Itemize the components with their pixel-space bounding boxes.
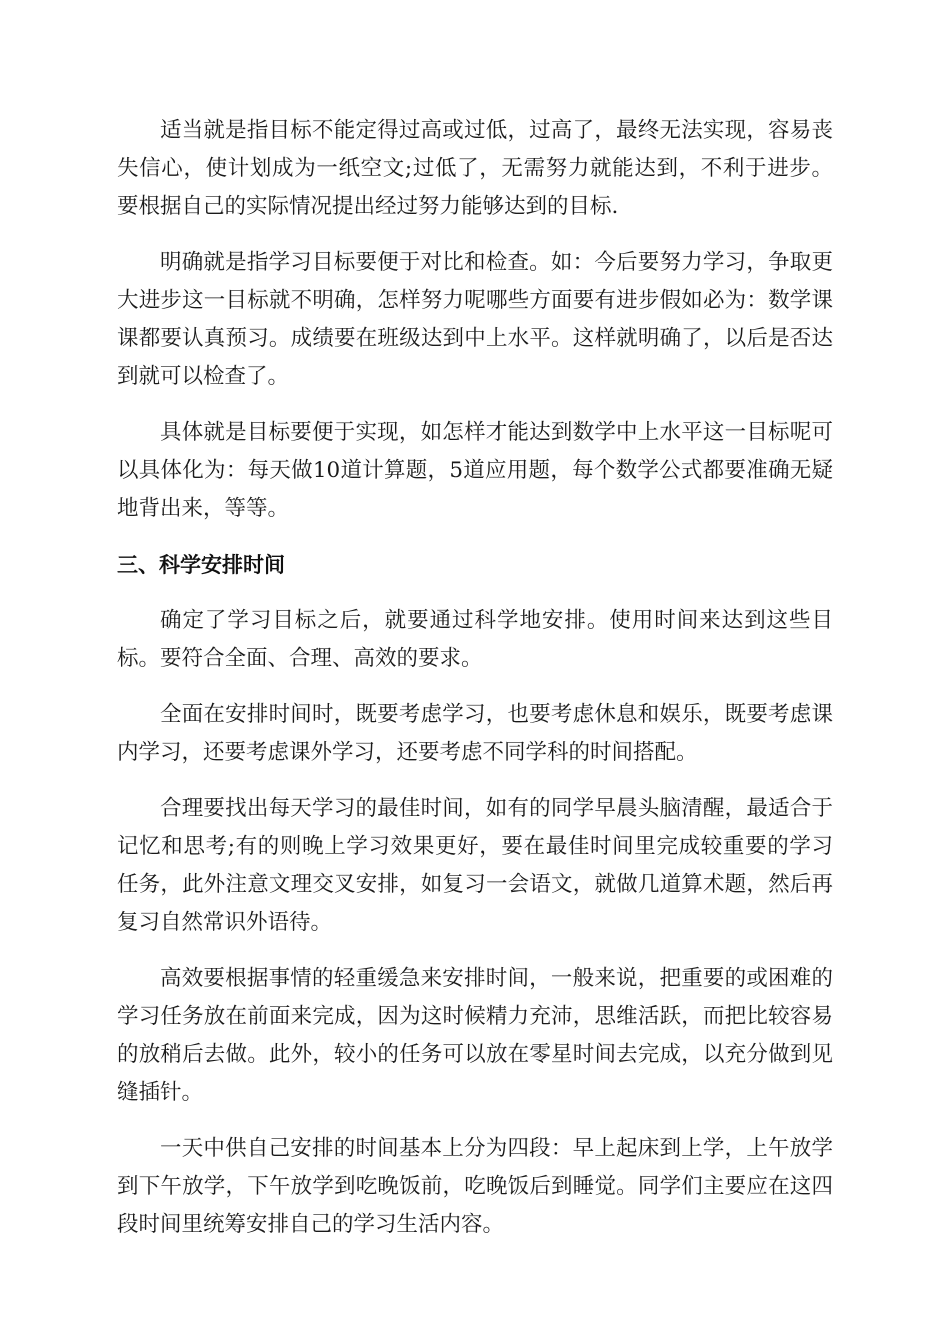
- paragraph-appropriate-goals: 适当就是指目标不能定得过高或过低，过高了，最终无法实现，容易丧失信心，使计划成为一纸空文;过低了，无需努力就能达到，不利于进步。要根据自己的实际情况提出经过努力能够达到的目标.: [117, 118, 833, 219]
- paragraph-four-periods: 一天中供自己安排的时间基本上分为四段：早上起床到上学，上午放学到下午放学，下午放学到吃晚饭前，吃晚饭后到睡觉。同学们主要应在这四段时间里统筹安排自己的学习生活内容。: [117, 1136, 833, 1237]
- section-heading-time-planning: 三、科学安排时间: [117, 553, 285, 577]
- paragraph-comprehensive: 全面在安排时间时，既要考虑学习，也要考虑休息和娱乐，既要考虑课内学习，还要考虑课外学习，还要考虑不同学科的时间搭配。: [117, 702, 833, 765]
- paragraph-specific-goals: 具体就是目标要便于实现，如怎样才能达到数学中上水平这一目标呢可以具体化为：每天做10道计算题，5道应用题，每个数学公式都要准确无疑地背出来，等等。: [117, 420, 833, 521]
- document-body: [117, 112, 833, 1262]
- paragraph-reasonable: 合理要找出每天学习的最佳时间，如有的同学早晨头脑清醒，最适合于记忆和思考;有的则晚上学习效果更好，要在最佳时间里完成较重要的学习任务，此外注意文理交叉安排，如复习一会语文，就做几道算术题，然后再复习自然常识外语待。: [117, 796, 833, 935]
- paragraph-clear-goals: 明确就是指学习目标要便于对比和检查。如：今后要努力学习，争取更大进步这一目标就不明确，怎样努力呢哪些方面要有进步假如必为：数学课课都要认真预习。成绩要在班级达到中上水平。这样就明确了，以后是否达到就可以检查了。: [117, 250, 833, 389]
- paragraph-efficient: 高效要根据事情的轻重缓急来安排时间，一般来说，把重要的或困难的学习任务放在前面来完成，因为这时候精力充沛，思维活跃，而把比较容易的放稍后去做。此外，较小的任务可以放在零星时间去完成，以充分做到见缝插针。: [117, 966, 833, 1105]
- paragraph-time-intro: 确定了学习目标之后，就要通过科学地安排。使用时间来达到这些目标。要符合全面、合理、高效的要求。: [117, 608, 833, 671]
